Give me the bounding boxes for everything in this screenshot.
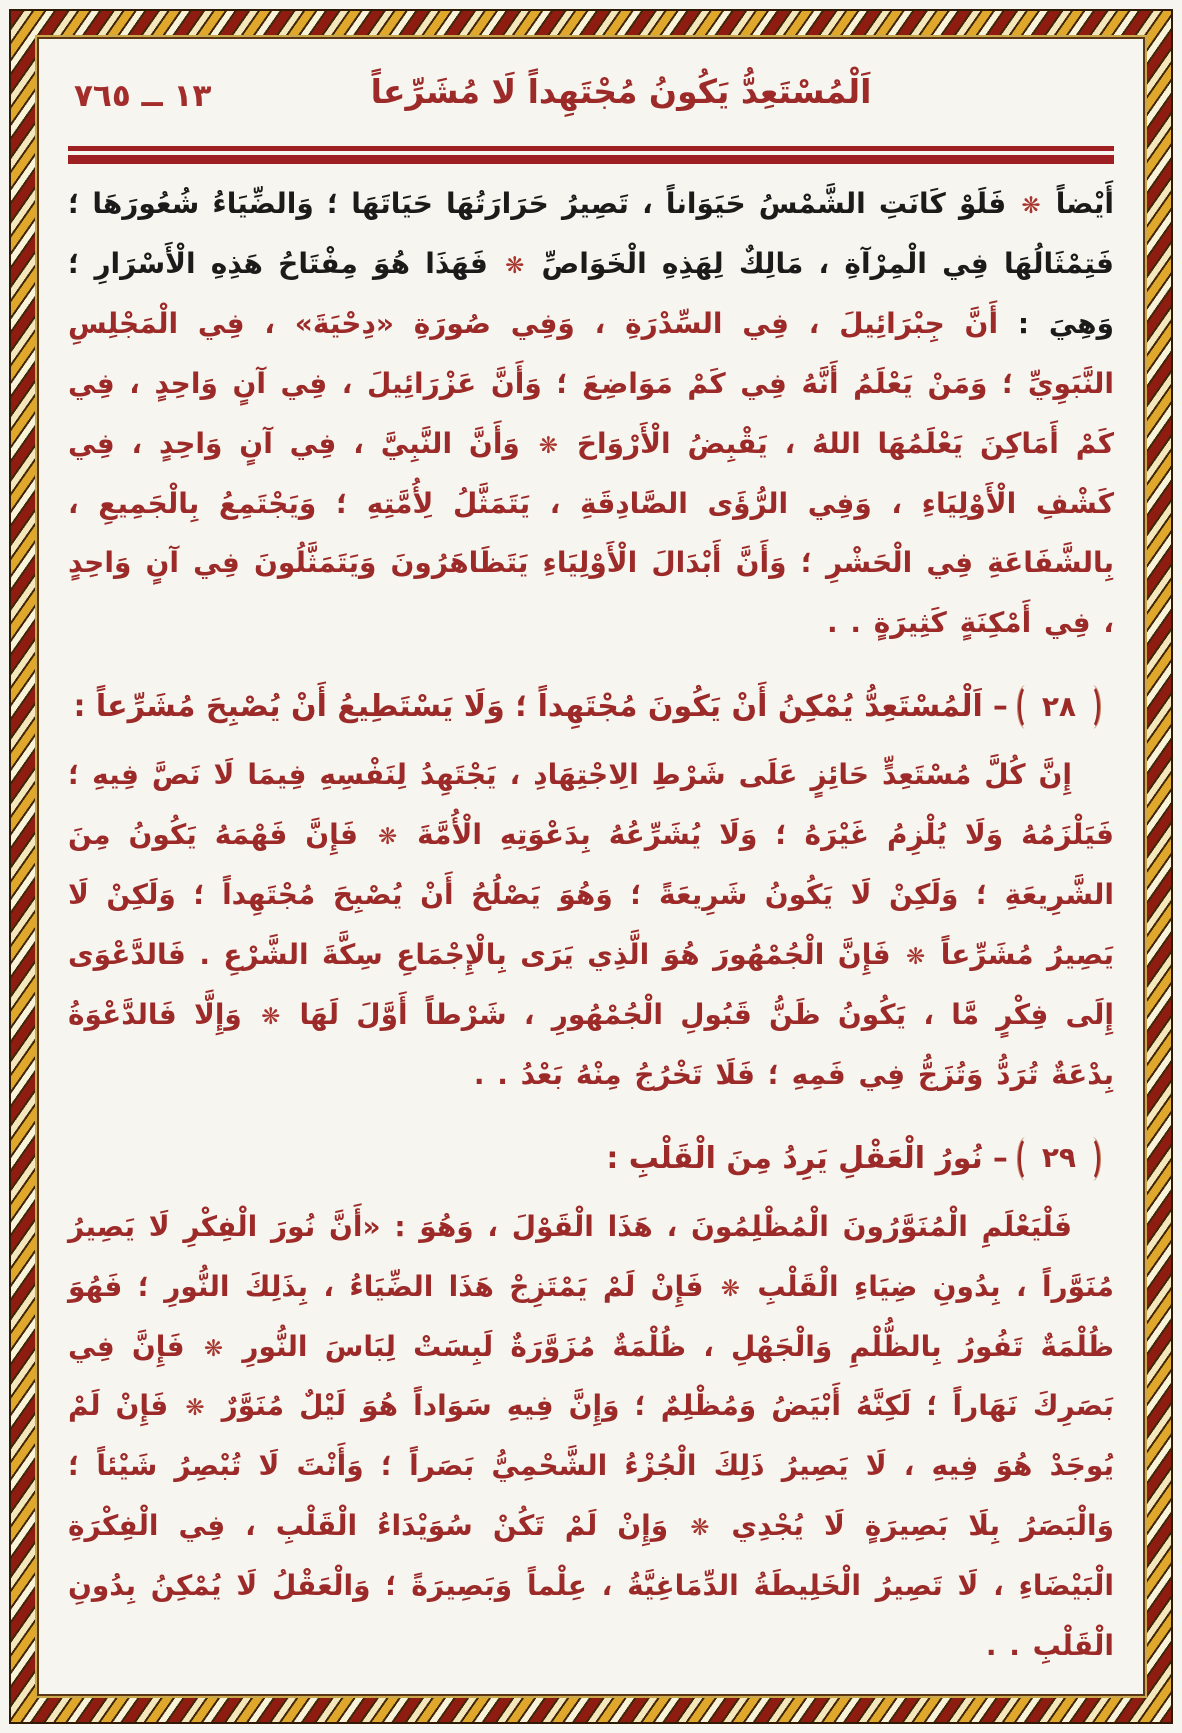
rosette-separator-icon: ❋: [505, 252, 525, 279]
rosette-separator-icon: ❋: [377, 824, 398, 851]
ornate-paren-icon: [1018, 684, 1037, 730]
text-run: فَإِنَّ الْجُمْهُورَ هُوَ الَّذِي يَرَى بِالْإِجْمَاعِ سِكَّةَ الشَّرْعِ . فَالدَّعْوَى إِلَى فِكْرٍ مَّا ، يَكُونُ ظَنُّ قَبُولِ الْجُمْهُورِ ، شَرْطاً أَوَّلَ لَهَا: [68, 937, 1114, 1031]
paragraph-intro: [68, 174, 1114, 653]
rosette-separator-icon: ❋: [1021, 193, 1041, 219]
text-run: إِنَّ كُلَّ مُسْتَعِدٍّ حَائِزٍ عَلَى شَرْطِ الِاجْتِهَادِ ، يَجْتَهِدُ لِنَفْسِهِ فِيمَا لَا نَصَّ فِيهِ ؛ فَيَلْزَمُهُ وَلَا يُلْزِمُ غَيْرَهُ ؛ وَلَا يُشَرِّعُهُ بِدَعْوَتِهِ الْأُمَّةَ: [68, 758, 1115, 852]
page-number: ١٣ ــ ٧٦٥: [74, 78, 212, 114]
header-rule-bottom: [68, 155, 1114, 164]
section-28-title: اَلْمُسْتَعِدُّ يُمْكِنُ أَنْ يَكُونَ مُجْتَهِداً ؛ وَلَا يَسْتَطِيعُ أَنْ يُصْبِحَ مُشَرِّعاً :: [73, 689, 983, 725]
section-29-heading: [68, 1135, 1114, 1183]
heading-dash: –: [992, 1140, 1008, 1176]
section-number: ٢٨: [1041, 689, 1076, 723]
text-run: فَلْيَعْلَمِ الْمُنَوَّرُونَ الْمُظْلِمُونَ ، هَذَا الْقَوْلَ ، وَهُوَ : «أَنَّ نُورَ الْفِكْرِ لَا يَصِيرُ مُنَوَّراً ، بِدُونِ ضِيَاءِ الْقَلْبِ: [68, 1209, 1114, 1303]
rosette-separator-icon: ❋: [690, 1515, 710, 1542]
rosette-separator-icon: ❋: [906, 943, 926, 970]
text-run: فَلَوْ كَانَتِ الشَّمْسُ حَيَوَاناً ، تَصِيرُ حَرَارَتُهَا حَيَاتَهَا ؛ وَالضِّيَاءُ شُعُورَهَا ؛ فَتِمْثَالُهَا فِي الْمِرْآةِ ، مَالِكٌ لِهَذِهِ الْخَوَاصِّ: [68, 187, 1114, 280]
section-28-marker: [1018, 684, 1100, 730]
text-run: وَأَنَّ النَّبِيَّ ، فِي آنٍ وَاحِدٍ ، فِي كَشْفِ الْأَوْلِيَاءِ ، وَفِي الرُّؤَى الصَّادِقَةِ ، يَتَمَثَّلُ لِأُمَّتِهِ ؛ وَيَجْتَمِعُ بِالْجَمِيعِ ، بِالشَّفَاعَةِ فِي الْحَشْرِ ؛ وَأَنَّ أَبْدَالَ الْأَوْلِيَاءِ يَتَظَاهَرُونَ وَيَتَمَثَّلُونَ فِي آنٍ وَاحِدٍ ، فِي أَمْكِنَةٍ كَثِيرَةٍ . .: [68, 426, 1114, 640]
section-number: ٢٩: [1041, 1141, 1076, 1175]
rosette-separator-icon: ❋: [720, 1275, 740, 1302]
paragraph-section-29: [68, 1197, 1114, 1676]
text-run: فَهَذَا هُوَ مِفْتَاحُ هَذِهِ الْأَسْرَارِ ؛ وَهِيَ :: [68, 246, 1115, 340]
text-run: وَإِنْ لَمْ تَكُنْ سُوَيْدَاءُ الْقَلْبِ ، فِي الْفِكْرَةِ الْبَيْضَاءِ ، لَا تَصِيرُ الْخَلِيطَةُ الدِّمَاغِيَّةُ ، عِلْماً وَبَصِيرَةً ؛ وَالْعَقْلُ لَا يُمْكِنُ بِدُونِ الْقَلْبِ . .: [68, 1509, 1114, 1663]
section-29-title: نُورُ الْعَقْلِ يَرِدُ مِنَ الْقَلْبِ :: [606, 1140, 983, 1176]
rosette-separator-icon: ❋: [203, 1335, 224, 1362]
body-text: [68, 174, 1114, 1676]
section-28-heading: [68, 683, 1114, 731]
ornate-paren-icon: [1018, 1136, 1037, 1182]
page-content: [42, 42, 1140, 1691]
paragraph-section-28: [68, 745, 1114, 1104]
rosette-separator-icon: ❋: [538, 432, 558, 459]
page-title: اَلْمُسْتَعِدُّ يَكُونُ مُجْتَهِداً لَا مُشَرِّعاً: [370, 72, 872, 111]
text-run: فَإِنَّ فِي بَصَرِكَ نَهَاراً ؛ لَكِنَّهُ أَبْيَضُ وَمُظْلِمٌ ؛ وَإِنَّ فِيهِ سَوَاداً هُوَ لَيْلٌ مُنَوَّرٌ: [68, 1329, 1114, 1423]
ornate-paren-icon: [1081, 684, 1100, 730]
text-run: فَإِنْ لَمْ يُوجَدْ هُوَ فِيهِ ، لَا يَصِيرُ ذَلِكَ الْجُزْءُ الشَّحْمِيُّ بَصَراً ؛ وَأَنْتَ لَا تُبْصِرُ شَيْئاً ؛ وَالْبَصَرُ بِلَا بَصِيرَةٍ لَا يُجْدِي: [68, 1389, 1115, 1543]
header-rule-top: [68, 146, 1114, 151]
text-run: وَإِلَّا فَالدَّعْوَةُ بِدْعَةٌ تُرَدُّ وَتُزَجُّ فِي فَمِهِ ؛ فَلَا تَخْرُجُ مِنْهُ بَعْدُ . .: [68, 997, 1114, 1091]
text-run: أَيْضاً: [1042, 187, 1114, 220]
page-header: [68, 72, 1114, 136]
text-run: أَنَّ جِبْرَائِيلَ ، فِي السِّدْرَةِ ، وَفِي صُورَةِ «دِحْيَةَ» ، فِي الْمَجْلِسِ النَّبَوِيِّ ؛ وَمَنْ يَعْلَمُ أَنَّهُ فِي كَمْ مَوَاضِعَ ؛ وَأَنَّ عَزْرَائِيلَ ، فِي آنٍ وَاحِدٍ ، فِي كَمْ أَمَاكِنَ يَعْلَمُهَا اللهُ ، يَقْبِضُ الْأَرْوَاحَ: [68, 306, 1114, 460]
section-29-marker: [1018, 1136, 1100, 1182]
text-run: فَإِنَّ فَهْمَهُ يَكُونُ مِنَ الشَّرِيعَةِ ؛ وَلَكِنْ لَا يَكُونُ شَرِيعَةً ؛ وَهُوَ يَصْلُحُ أَنْ يُصْبِحَ مُجْتَهِداً ؛ وَلَكِنْ لَا يَصِيرُ مُشَرِّعاً: [68, 818, 1114, 971]
text-run: فَإِنْ لَمْ يَمْتَزِجْ هَذَا الضِّيَاءُ ، بِذَلِكَ النُّورِ ؛ فَهُوَ ظُلْمَةٌ تَفُورُ بِالظُّلْمِ وَالْجَهْلِ ، ظُلْمَةٌ مُزَوَّرَةٌ لَبِسَتْ لِبَاسَ النُّورِ: [68, 1269, 1114, 1363]
ornate-paren-icon: [1081, 1136, 1100, 1182]
rosette-separator-icon: ❋: [261, 1003, 281, 1030]
rosette-separator-icon: ❋: [185, 1395, 205, 1422]
heading-dash: –: [992, 689, 1008, 725]
